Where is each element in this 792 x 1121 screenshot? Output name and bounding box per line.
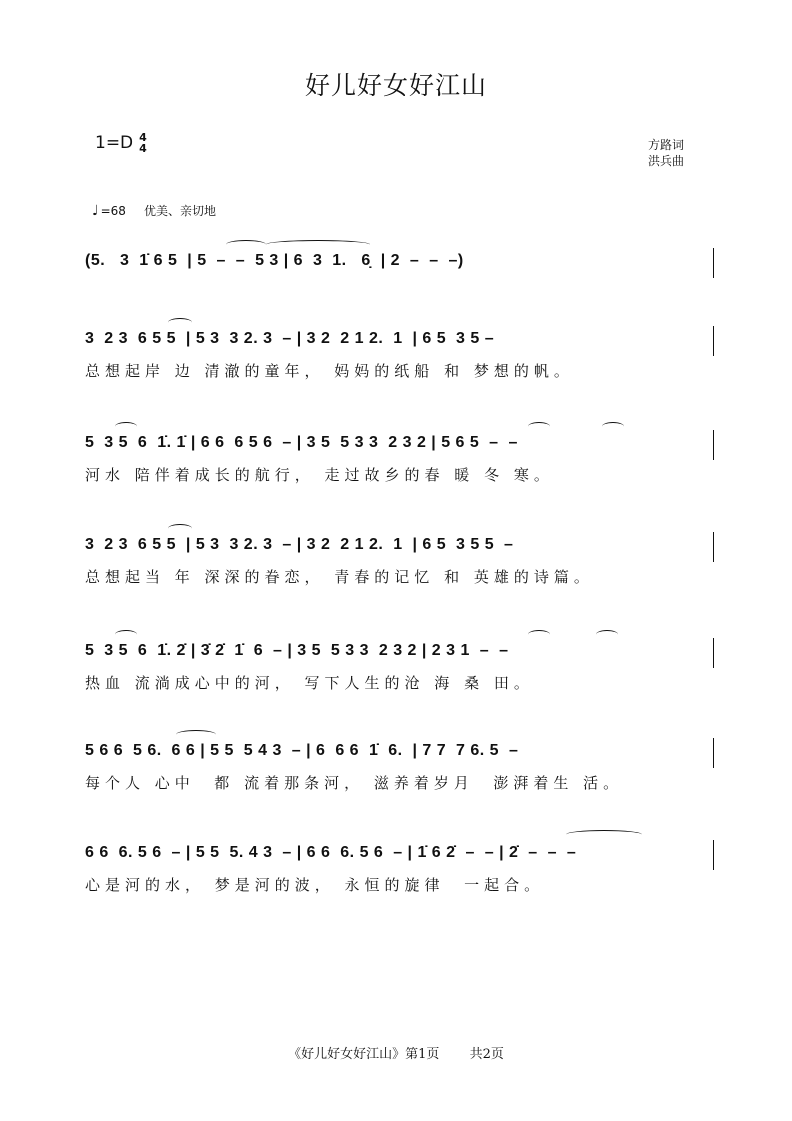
slur-arc [596,630,618,639]
key-label: 1=D [95,133,134,153]
slur-arc [528,630,550,639]
tempo-value: =68 [100,204,126,218]
expression-marking: 优美、亲切地 [143,204,216,218]
quarter-note-icon: ♩ [92,203,99,219]
notation-line: (5. 3 1̇ 6 5 | 5 – – 5 3 | 6 3 1. 6̣ | 2 – – –) [85,252,464,269]
lyrics-line: 总想起岸 边 清澈的童年， 妈妈的纸船 和 梦想的帆。 [85,362,574,380]
lyrics-line: 河水 陪伴着成长的航行， 走过故乡的春 暖 冬 寒。 [85,466,554,484]
barline [713,248,714,278]
lyricist: 方路词 [648,138,685,152]
slur-arc [115,630,137,639]
lyrics-line: 热血 流淌成心中的河， 写下人生的沧 海 桑 田。 [85,674,534,692]
credits [648,137,684,169]
notation-line: 6 6 6. 5 6 – | 5 5 5. 4 3 – | 6 6 6. 5 6 – | 1̇ 6 2̇ – – | 2̇ – – – [85,844,577,861]
lyrics-line: 总想起当 年 深深的眷恋， 青春的记忆 和 英雄的诗篇。 [85,568,594,586]
notation-line: 5 3 5 6 1̇. 1̇ | 6 6 6 5 6 – | 3 5 5 3 3 2 3 2 | 5 6 5 – – [85,434,518,451]
barline [713,532,714,562]
time-signature [139,132,147,154]
time-signature-bottom: 4 [139,142,147,155]
notation-line: 5 6 6 5 6. 6 6 | 5 5 5 4 3 – | 6 6 6 1̇ 6. | 7 7 7 6. 5 – [85,742,519,759]
score-row-2 [85,322,715,392]
barline [713,638,714,668]
score-row-7 [85,836,715,906]
slur-arc [176,730,216,739]
composer: 洪兵曲 [648,154,685,168]
lyrics-line [85,280,715,306]
score-row-6 [85,734,715,804]
slur-arc [226,240,266,249]
score-row-4 [85,528,715,598]
tempo-marking [92,202,216,219]
slur-arc [168,318,192,327]
notation-line: 5 3 5 6 1̇. 2̇ | 3̇ 2̇ 1̇ 6 – | 3 5 5 3 3 2 3 2 | 2 3 1 – – [85,642,509,659]
slur-arc [602,422,624,431]
song-title: 好儿好女好江山 [304,71,487,100]
notation-line: 3 2 3 6 5 5 | 5 3 3 2. 3 – | 3 2 2 1 2. 1 | 6 5 3 5 – [85,330,495,347]
slur-arc [168,524,192,533]
slur-arc [266,240,370,249]
score-row-5 [85,634,715,704]
slur-arc [115,422,137,431]
barline [713,840,714,870]
barline [713,326,714,356]
time-signature-top: 4 [139,131,147,144]
key-signature [95,132,147,154]
slur-arc [528,422,550,431]
footer-page-info: 《好儿好女好江山》第1页 [288,1047,440,1062]
barline [713,430,714,460]
barline [713,738,714,768]
lyrics-line: 每个人 心中 都 流着那条河， 滋养着岁月 澎湃着生 活。 [85,774,624,792]
lyrics-line: 心是河的水， 梦是河的波， 永恒的旋律 一起合。 [85,876,545,894]
score-row-3 [85,426,715,496]
score-row-1 [85,244,715,314]
notation-line: 3 2 3 6 5 5 | 5 3 3 2. 3 – | 3 2 2 1 2. 1 | 6 5 3 5 5 – [85,536,514,553]
slur-arc [566,830,642,839]
page-footer [0,1043,792,1062]
footer-total-pages: 共2页 [469,1047,504,1062]
